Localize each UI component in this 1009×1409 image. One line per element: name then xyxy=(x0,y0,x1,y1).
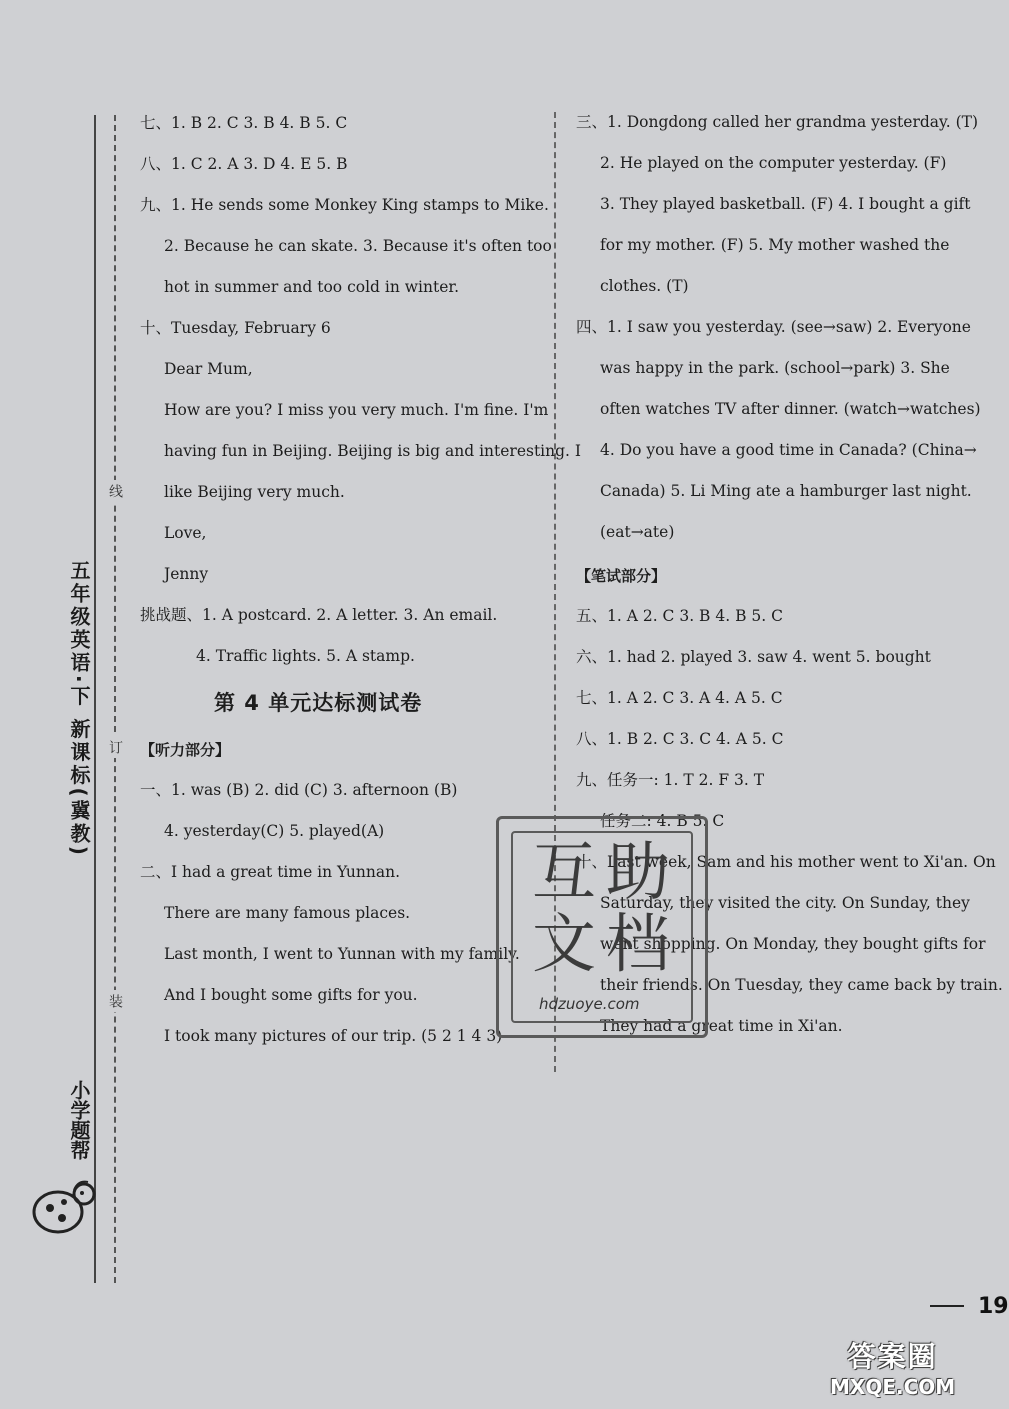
stamp-text: 互助文档 xyxy=(532,836,680,982)
cut-mark-xian: 线 xyxy=(103,480,125,502)
spine-cut-line xyxy=(114,115,116,1283)
answer-line: 十、Last week, Sam and his mother went to Xi'an. On xyxy=(576,853,996,871)
watermark-stamp xyxy=(496,816,708,1038)
answer-line: 3. They played basketball. (F) 4. I bought a gift xyxy=(600,195,971,213)
answer-line: Canada) 5. Li Ming ate a hamburger last night. xyxy=(600,482,972,500)
book-title: 五年级英语·下 新课标(冀教) xyxy=(67,560,91,858)
answer-line: their friends. On Tuesday, they came back by train. xyxy=(600,976,1003,994)
answer-line: 二、I had a great time in Yunnan. xyxy=(140,863,401,881)
answer-line: 五、1. A 2. C 3. B 4. B 5. C xyxy=(576,607,783,625)
corner-watermark xyxy=(830,1335,955,1399)
answer-line: went shopping. On Monday, they bought gifts for xyxy=(600,935,986,953)
answer-line: 七、1. B 2. C 3. B 4. B 5. C xyxy=(140,114,348,132)
answer-line: (eat→ate) xyxy=(600,523,675,541)
answer-line: 八、1. B 2. C 3. C 4. A 5. C xyxy=(576,730,784,748)
page-number: 19 xyxy=(978,1294,1009,1319)
answer-line: There are many famous places. xyxy=(164,904,411,922)
watermark-title: 答案圈 xyxy=(847,1340,938,1373)
watermark-url: MXQE.COM xyxy=(830,1375,956,1399)
mascot-icon xyxy=(28,1172,98,1238)
cut-mark-zhuang: 装 xyxy=(103,990,125,1012)
page-number-dash xyxy=(930,1305,964,1307)
answer-line: was happy in the park. (school→park) 3. She xyxy=(600,359,950,377)
answer-line: 2. He played on the computer yesterday. (F) xyxy=(600,154,947,172)
answer-line: 4. Do you have a good time in Canada? (China→ xyxy=(600,441,977,459)
spine-solid-line xyxy=(94,115,96,1283)
answer-line: 4. Traffic lights. 5. A stamp. xyxy=(196,647,415,665)
answer-line: Love, xyxy=(164,524,207,542)
stamp-url: hdzuoye.com xyxy=(539,995,640,1013)
answer-line: Saturday, they visited the city. On Sunday, they xyxy=(600,894,970,912)
answer-line: clothes. (T) xyxy=(600,277,689,295)
section-written: 【笔试部分】 xyxy=(576,567,667,585)
answer-line: Dear Mum, xyxy=(164,360,253,378)
answer-line: 2. Because he can skate. 3. Because it's often too xyxy=(164,237,552,255)
answer-line: 八、1. C 2. A 3. D 4. E 5. B xyxy=(140,155,348,173)
binding-spine xyxy=(0,0,123,1409)
answer-line: 六、1. had 2. played 3. saw 4. went 5. bought xyxy=(576,648,931,666)
answer-line: hot in summer and too cold in winter. xyxy=(164,278,459,296)
answer-line: How are you? I miss you very much. I'm fine. I'm xyxy=(164,401,549,419)
answer-line: having fun in Beijing. Beijing is big and interesting. I xyxy=(164,442,582,460)
answer-line: 四、1. I saw you yesterday. (see→saw) 2. Everyone xyxy=(576,318,971,336)
brand-name: 小学题帮 xyxy=(67,1080,91,1160)
cut-mark-ding: 订 xyxy=(103,736,125,758)
answer-line: 九、任务一: 1. T 2. F 3. T xyxy=(576,771,765,789)
answer-line: 七、1. A 2. C 3. A 4. A 5. C xyxy=(576,689,783,707)
answer-line: 一、1. was (B) 2. did (C) 3. afternoon (B) xyxy=(140,781,458,799)
unit-heading: 第 4 单元达标测试卷 xyxy=(214,691,423,715)
answer-line: 三、1. Dongdong called her grandma yesterday. (T) xyxy=(576,113,979,131)
answer-line: 任务二: 4. B 5. C xyxy=(600,812,725,830)
answer-line: 4. yesterday(C) 5. played(A) xyxy=(164,822,385,840)
answer-line: like Beijing very much. xyxy=(164,483,345,501)
answer-line: often watches TV after dinner. (watch→watches) xyxy=(600,400,981,418)
answer-line: They had a great time in Xi'an. xyxy=(600,1017,843,1035)
section-listening: 【听力部分】 xyxy=(140,741,231,759)
answer-line: 挑战题、1. A postcard. 2. A letter. 3. An email. xyxy=(140,606,498,624)
answer-line: And I bought some gifts for you. xyxy=(164,986,418,1004)
answer-line: Last month, I went to Yunnan with my family. xyxy=(164,945,520,963)
answer-line: Jenny xyxy=(164,565,209,583)
answer-line: 九、1. He sends some Monkey King stamps to Mike. xyxy=(140,196,549,214)
answer-line: 十、Tuesday, February 6 xyxy=(140,319,331,337)
answer-line: I took many pictures of our trip. (5 2 1 4 3) xyxy=(164,1027,503,1045)
answer-line: for my mother. (F) 5. My mother washed the xyxy=(600,236,950,254)
